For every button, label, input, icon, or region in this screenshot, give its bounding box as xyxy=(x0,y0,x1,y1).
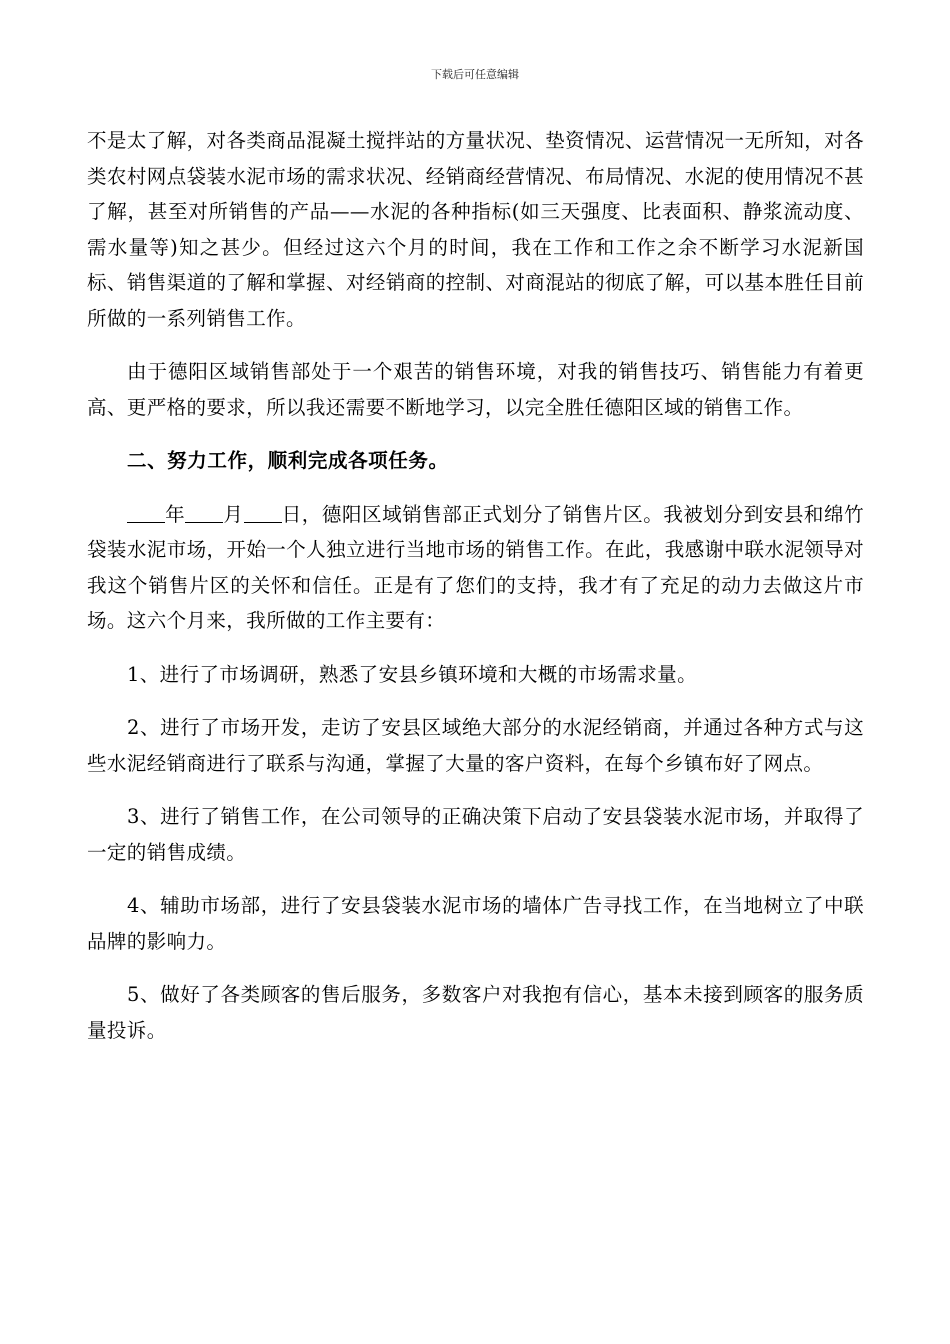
blank-day xyxy=(244,501,282,522)
section-heading: 二、努力工作，顺利完成各项任务。 xyxy=(126,449,449,472)
list-item-1: 1、进行了市场调研，熟悉了安县乡镇环境和大概的市场需求量。 xyxy=(126,662,697,686)
paragraph-sales-environment: 由于德阳区域销售部处于一个艰苦的销售环境，对我的销售技巧、销售能力有着更高、更严格的要求，所以我还需要不断地学习，以完全胜任德阳区域的销售工作。 xyxy=(87,360,864,419)
blank-month xyxy=(185,501,223,522)
year-label: 年 xyxy=(164,502,186,526)
page-header: 下载后可任意编辑 xyxy=(431,68,519,81)
blank-year xyxy=(127,501,165,522)
division-text: 日，德阳区域销售部正式划分了销售片区。我被划分到安县和绵竹袋装水泥市场，开始一个人独立进行当地市场的销售工作。在此，我感谢中联水泥领导对我这个销售片区的关怀和信任。正是有了您们的支持，我才有了充足的动力去做这片市场。这六个月来，我所做的工作主要有： xyxy=(87,502,865,632)
list-item-4: 4、辅助市场部，进行了安县袋装水泥市场的墙体广告寻找工作，在当地树立了中联品牌的影响力。 xyxy=(87,894,864,953)
paragraph-market-knowledge: 不是太了解，对各类商品混凝土搅拌站的方量状况、垫资情况、运营情况一无所知，对各类农村网点袋装水泥市场的需求状况、经销商经营情况、布局情况、水泥的使用情况不甚了解，甚至对所销售的产品——水泥的各种指标(如三天强度、比表面积、静浆流动度、需水量等)知之甚少。但经过这六个月的时间，我在工作和工作之余不断学习水泥新国标、销售渠道的了解和掌握、对经销商的控制、对商混站的彻底了解，可以基本胜任目前所做的一系列销售工作。 xyxy=(87,129,864,330)
list-item-3: 3、进行了销售工作，在公司领导的正确决策下启动了安县袋装水泥市场，并取得了一定的销售成绩。 xyxy=(87,805,864,864)
list-item-5: 5、做好了各类顾客的售后服务，多数客户对我抱有信心，基本未接到顾客的服务质量投诉。 xyxy=(87,983,864,1042)
month-label: 月 xyxy=(223,502,244,526)
list-item-2: 2、进行了市场开发，走访了安县区域绝大部分的水泥经销商，并通过各种方式与这些水泥经销商进行了联系与沟通，掌握了大量的客户资料，在每个乡镇布好了网点。 xyxy=(87,716,864,775)
paragraph-sales-division xyxy=(87,497,864,639)
document-body xyxy=(87,123,864,1048)
